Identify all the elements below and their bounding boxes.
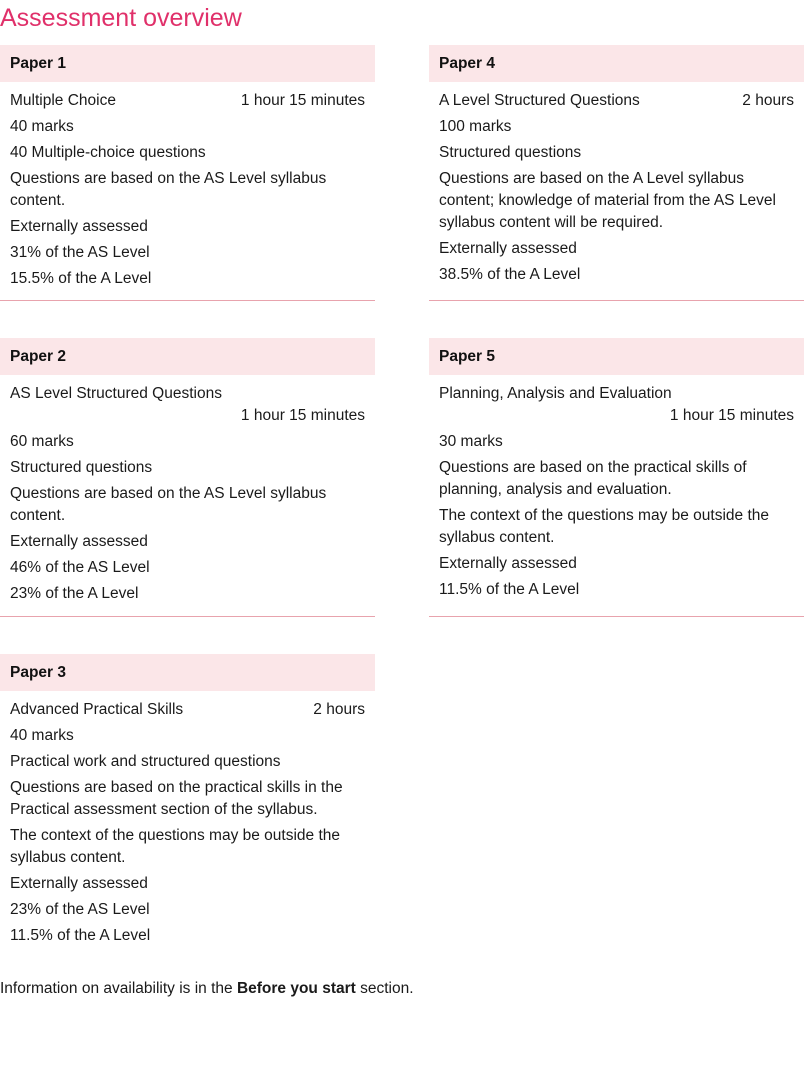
paper-detail: 40 marks: [10, 727, 74, 744]
availability-note: [0, 978, 414, 1000]
paper-detail: 38.5% of the A Level: [439, 266, 581, 283]
paper-name: AS Level Structured Questions: [10, 385, 222, 402]
paper-2-card: [0, 338, 375, 617]
paper-name: Advanced Practical Skills: [10, 701, 184, 718]
paper-detail: Practical work and structured questions: [10, 753, 281, 770]
paper-detail: 23% of the A Level: [10, 585, 139, 602]
paper-detail: 60 marks: [10, 433, 74, 450]
paper-detail: 11.5% of the A Level: [439, 581, 580, 598]
paper-duration: 2 hours: [313, 701, 365, 718]
paper-detail: 40 marks: [10, 118, 74, 135]
divider: [0, 616, 375, 617]
paper-detail: 30 marks: [439, 433, 503, 450]
paper-duration: 1 hour 15 minutes: [240, 407, 365, 424]
paper-detail: The context of the questions may be outside the syllabus content.: [439, 507, 770, 546]
divider: [429, 616, 804, 617]
paper-detail: Structured questions: [10, 459, 153, 476]
paper-detail: Externally assessed: [439, 555, 577, 572]
paper-detail: 15.5% of the A Level: [10, 270, 152, 287]
footer-suffix: section.: [355, 980, 414, 997]
paper-detail: Questions are based on the practical skills in the Practical assessment section of the syllabus.: [10, 779, 343, 818]
paper-4-card: [429, 45, 804, 301]
paper-name: Planning, Analysis and Evaluation: [439, 385, 672, 402]
paper-detail: Externally assessed: [10, 218, 148, 235]
paper-duration: 1 hour 15 minutes: [669, 407, 794, 424]
paper-name: A Level Structured Questions: [439, 92, 640, 109]
paper-detail: Questions are based on the practical skills of planning, analysis and evaluation.: [439, 459, 747, 498]
paper-heading: Paper 5: [429, 338, 804, 375]
paper-detail: 46% of the AS Level: [10, 559, 150, 576]
paper-detail: The context of the questions may be outside the syllabus content.: [10, 827, 341, 866]
page-title: Assessment overview: [0, 4, 242, 32]
paper-heading: Paper 3: [0, 654, 375, 691]
paper-heading: Paper 2: [0, 338, 375, 375]
paper-detail: Externally assessed: [10, 875, 148, 892]
paper-detail: 23% of the AS Level: [10, 901, 150, 918]
paper-detail: 100 marks: [439, 118, 512, 135]
paper-detail: 31% of the AS Level: [10, 244, 150, 261]
paper-1-card: [0, 45, 375, 301]
paper-detail: 40 Multiple-choice questions: [10, 144, 206, 161]
paper-detail: Questions are based on the AS Level syllabus content.: [10, 170, 327, 209]
paper-detail: 11.5% of the A Level: [10, 927, 151, 944]
paper-heading: Paper 4: [429, 45, 804, 82]
paper-detail: Questions are based on the A Level syllabus content; knowledge of material from the AS Level syllabus content will be required.: [439, 170, 776, 231]
paper-duration: 2 hours: [742, 92, 794, 109]
paper-3-card: [0, 654, 375, 954]
divider: [0, 300, 375, 301]
paper-detail: Externally assessed: [439, 240, 577, 257]
divider: [429, 300, 804, 301]
paper-heading: Paper 1: [0, 45, 375, 82]
paper-duration: 1 hour 15 minutes: [240, 92, 365, 109]
paper-detail: Questions are based on the AS Level syllabus content.: [10, 485, 327, 524]
paper-detail: Externally assessed: [10, 533, 148, 550]
paper-detail: Structured questions: [439, 144, 582, 161]
paper-5-card: [429, 338, 804, 617]
before-you-start-ref: Before you start: [236, 980, 356, 997]
footer-prefix: Information on availability is in the: [0, 980, 237, 997]
paper-name: Multiple Choice: [10, 92, 116, 109]
